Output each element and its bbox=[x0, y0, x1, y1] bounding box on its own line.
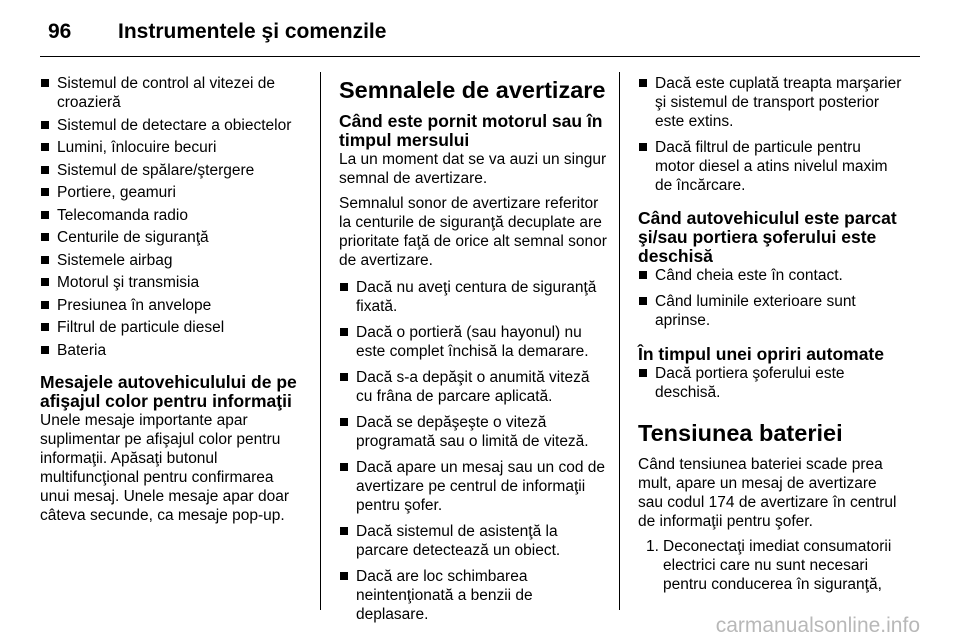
section-title: Semnalele de avertizare bbox=[339, 77, 606, 103]
list-item: Sistemele airbag bbox=[40, 251, 302, 270]
page-header bbox=[0, 0, 960, 58]
list-item: Centurile de siguranţă bbox=[40, 228, 302, 247]
list-item: Dacă nu aveţi centura de siguranţă fixată. bbox=[339, 278, 607, 316]
body-paragraph: Unele mesaje importante apar suplimentar pe afişajul color pentru informaţii. Apăsaţi butonul multifuncţional pentru confirmarea unui mesaj. Unele mesaje apar doar câteva secunde, ca mesaje pop-up. bbox=[40, 412, 289, 524]
list-item: Dacă filtrul de particule pentru motor diesel a atins nivelul maxim de încărcare. bbox=[638, 138, 904, 195]
autostop-conditions-list bbox=[638, 364, 904, 402]
column-1 bbox=[40, 74, 302, 531]
column-divider-2 bbox=[619, 72, 620, 610]
list-item: Lumini, înlocuire becuri bbox=[40, 138, 302, 157]
column-3 bbox=[638, 74, 904, 594]
steps-list bbox=[638, 537, 904, 594]
list-item: Bateria bbox=[40, 341, 302, 360]
list-item: Dacă s-a depăşit o anumită viteză cu frâna de parcare aplicată. bbox=[339, 368, 607, 406]
warning-conditions-list bbox=[339, 278, 607, 624]
list-item: Dacă se depăşeşte o viteză programată sau o limită de viteză. bbox=[339, 413, 607, 451]
step-number: 1. bbox=[646, 537, 659, 555]
list-item: Dacă sistemul de asistenţă la parcare detectează un obiect. bbox=[339, 522, 607, 560]
list-item: Când luminile exterioare sunt aprinse. bbox=[638, 292, 904, 330]
list-item: Motorul şi transmisia bbox=[40, 273, 302, 292]
list-item: Dacă este cuplată treapta marşarier şi sistemul de transport posterior este extins. bbox=[638, 74, 904, 131]
list-item: Dacă portiera şoferului este deschisă. bbox=[638, 364, 904, 402]
list-item: Presiunea în anvelope bbox=[40, 296, 302, 315]
body-paragraph: La un moment dat se va auzi un singur semnal de avertizare. bbox=[339, 151, 607, 187]
column-2 bbox=[339, 74, 607, 628]
page-number: 96 bbox=[48, 20, 72, 43]
list-item: Sistemul de detectare a obiectelor bbox=[40, 116, 302, 135]
warning-conditions-list-continued bbox=[638, 74, 904, 195]
list-item: Sistemul de spălare/ştergere bbox=[40, 161, 302, 180]
list-item: Dacă o portieră (sau hayonul) nu este complet închisă la demarare. bbox=[339, 323, 607, 361]
section-subheading: Când este pornit motorul sau în timpul mersului bbox=[339, 111, 603, 150]
section-heading: Mesajele autovehiculului de pe afişajul color pentru informaţii bbox=[40, 372, 297, 411]
parked-conditions-list bbox=[638, 266, 904, 330]
list-item bbox=[638, 537, 904, 594]
step-text: Deconectaţi imediat consumatorii electrici care nu sunt necesari pentru conducerea în siguranţă, bbox=[663, 537, 892, 593]
list-item: Când cheia este în contact. bbox=[638, 266, 904, 285]
column-divider-1 bbox=[320, 72, 321, 610]
section-title: Tensiunea bateriei bbox=[638, 419, 843, 446]
watermark: carmanualsonline.info bbox=[715, 614, 920, 637]
warning-lights-list bbox=[40, 74, 302, 360]
list-item: Filtrul de particule diesel bbox=[40, 318, 302, 337]
list-item: Dacă are loc schimbarea neintenţionată a benzii de deplasare. bbox=[339, 567, 607, 624]
list-item: Portiere, geamuri bbox=[40, 183, 302, 202]
list-item: Telecomanda radio bbox=[40, 206, 302, 225]
page-header-title: Instrumentele şi comenzile bbox=[118, 20, 387, 43]
section-subheading: Când autovehiculul este parcat şi/sau portiera şoferului este deschisă bbox=[638, 207, 897, 266]
body-paragraph: Când tensiunea bateriei scade prea mult, apare un mesaj de avertizare sau codul 174 de avertizare în centrul de informaţii pentru şofer. bbox=[638, 455, 897, 530]
list-item: Sistemul de control al vitezei de croazieră bbox=[40, 74, 302, 112]
header-divider bbox=[40, 56, 920, 57]
list-item: Dacă apare un mesaj sau un cod de avertizare pe centrul de informaţii pentru şofer. bbox=[339, 458, 607, 515]
section-subheading: În timpul unei opriri automate bbox=[638, 344, 884, 364]
body-paragraph: Semnalul sonor de avertizare referitor la centurile de siguranţă decuplate are prioritate faţă de orice alt semnal sonor de avertizare. bbox=[339, 195, 607, 269]
